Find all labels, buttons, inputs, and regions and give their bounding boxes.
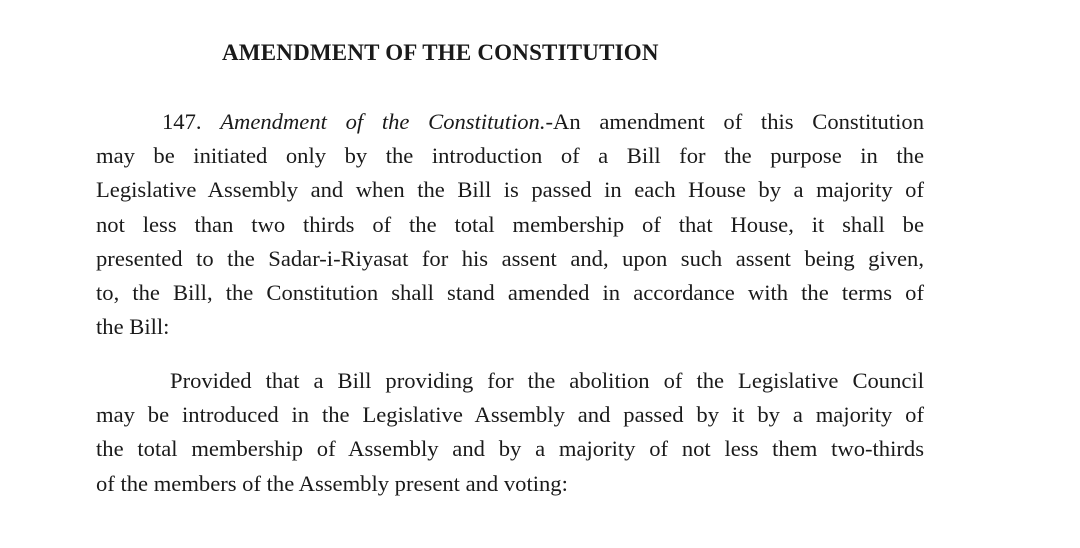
paragraph-line: may be introduced in the Legislative Assembly and passed by it by a majority of xyxy=(96,402,924,428)
paragraph-line: may be initiated only by the introduction of a Bill for the purpose in the xyxy=(96,143,924,169)
paragraph-line: the total membership of Assembly and by a majority of not less them two-thirds xyxy=(96,436,924,462)
section-number: 147. xyxy=(162,109,202,134)
paragraph-line: Legislative Assembly and when the Bill is passed in each House by a majority of xyxy=(96,177,924,203)
paragraph-line: Provided that a Bill providing for the abolition of the Legislative Council xyxy=(170,368,924,393)
paragraph-line: the Bill: xyxy=(96,314,170,340)
section-title: Amendment of the Constitution. xyxy=(220,109,546,134)
section-147-paragraph xyxy=(96,105,924,344)
paragraph-line: to, the Bill, the Constitution shall stand amended in accordance with the terms of xyxy=(96,280,924,306)
paragraph-line: of the members of the Assembly present and voting: xyxy=(96,470,568,496)
proviso-paragraph xyxy=(96,364,924,501)
paragraph-line: presented to the Sadar-i-Riyasat for his assent and, upon such assent being given, xyxy=(96,245,924,271)
document-heading: AMENDMENT OF THE CONSTITUTION xyxy=(222,40,659,65)
paragraph-line xyxy=(96,105,924,139)
paragraph-text: -An amendment of this Constitution xyxy=(545,109,924,134)
paragraph-line: not less than two thirds of the total membership of that House, it shall be xyxy=(96,211,924,237)
